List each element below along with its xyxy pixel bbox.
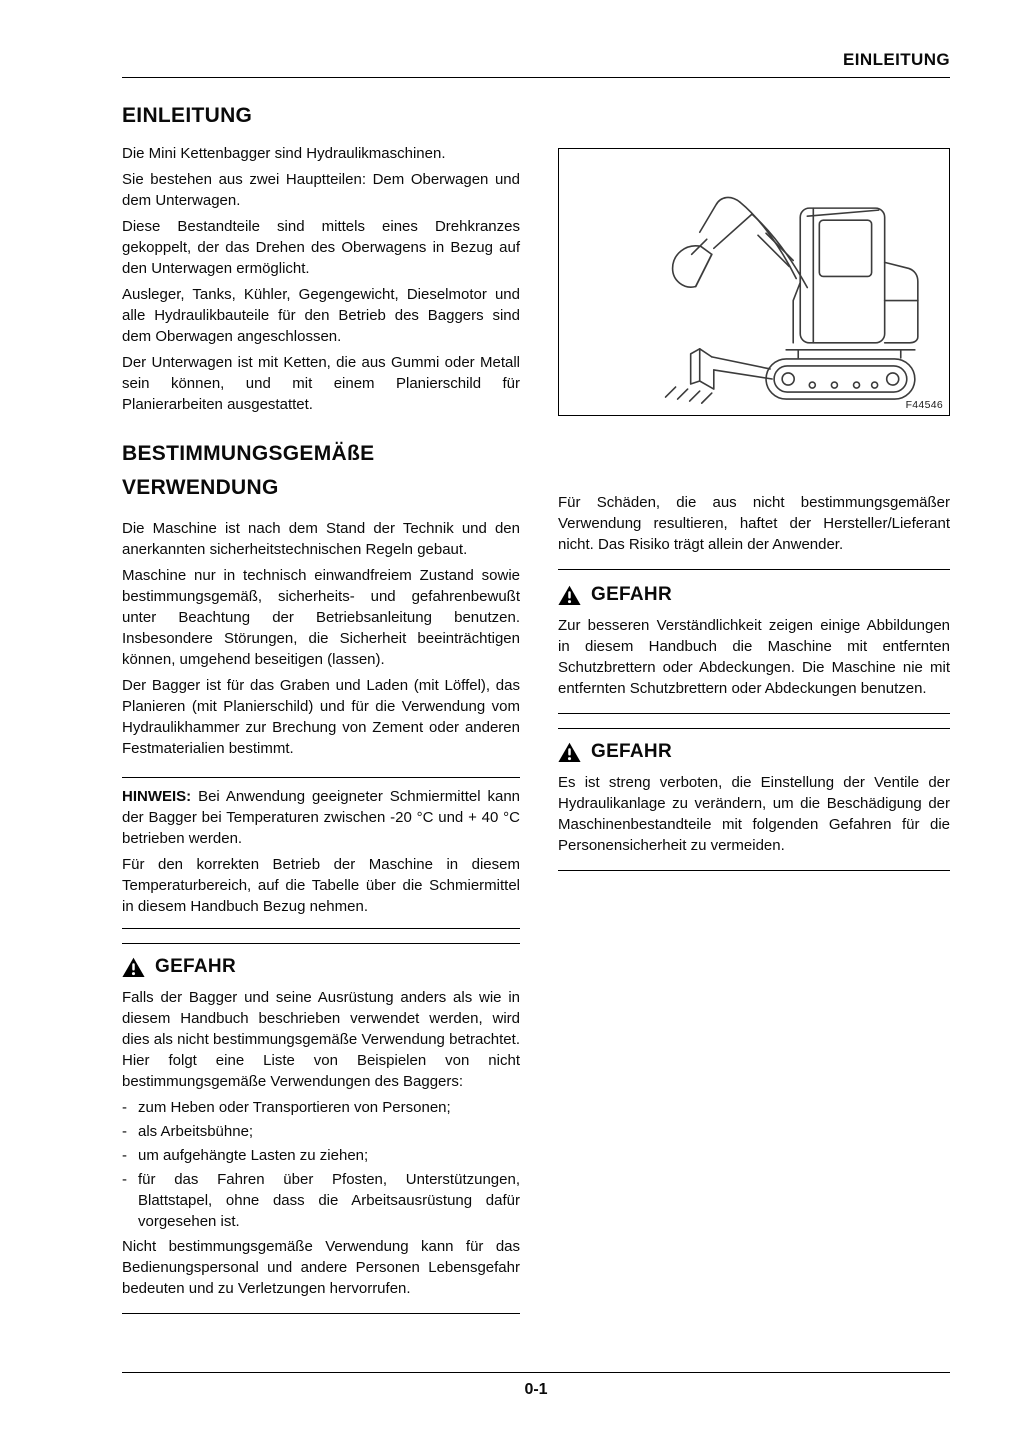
liability-bottom-rule <box>558 569 950 570</box>
right-column <box>558 104 950 1314</box>
intro-paragraph-1: Die Mini Kettenbagger sind Hydraulikmaschinen. <box>122 145 446 162</box>
page-number: 0-1 <box>524 1381 548 1398</box>
liability-paragraph: Für Schäden, die aus nicht bestimmungsgemäßer Verwendung resultieren, haftet der Hersteller/Lieferant nicht. Das Risiko trägt allein der Anwender. <box>558 494 950 553</box>
notice-paragraph: HINWEIS: Bei Anwendung geeigneter Schmiermittel kann der Bagger bei Temperaturen zwischen -20 °C und + 40 °C betrieben werden. <box>122 788 521 847</box>
usage-title-line-2: VERWENDUNG <box>122 476 279 499</box>
dash-marker: - <box>122 1171 127 1188</box>
warning-triangle-icon <box>122 957 145 978</box>
danger-title: GEFAHR <box>591 741 672 762</box>
danger-section-misuse <box>122 943 520 1314</box>
figure-box <box>558 148 950 416</box>
danger-covers-text: Zur besseren Verständlichkeit zeigen einige Abbildungen in diesem Handbuch die Maschine mit entfernten Schutzbrettern oder Abdeckungen. Die Maschine nie mit entfernten Schutzbrettern oder Abdeckungen benutzen. <box>558 617 950 697</box>
notice-paragraph-2: Für den korrekten Betrieb der Maschine in diesem Temperaturbereich, auf die Tabelle über die Schmiermittel in diesem Handbuch Bezug nehmen. <box>122 856 520 915</box>
list-item: - zum Heben oder Transportieren von Personen; <box>122 1099 451 1116</box>
usage-paragraph-2: Maschine nur in technisch einwandfreiem Zustand sowie bestimmungsgemäß, sicherheits- und gefahrenbewußt unter Beachtung der Betriebsanleitung benutzen. Insbesondere Störungen, die Sicherheit beeinträchtigen können, umgehend beseitigen (lassen). <box>122 567 520 668</box>
danger-section-covers <box>558 584 950 714</box>
danger-bottom-rule <box>558 870 950 871</box>
warning-triangle-icon <box>558 742 581 763</box>
intro-paragraph-2: Sie bestehen aus zwei Hauptteilen: Dem Oberwagen und dem Unterwagen. <box>122 171 520 209</box>
excavator-drawing <box>559 149 949 415</box>
running-header-title: EINLEITUNG <box>843 50 950 69</box>
danger-top-rule <box>558 728 950 729</box>
danger-valves-text: Es ist streng verboten, die Einstellung der Ventile der Hydraulikanlage zu verändern, um die Beschädigung der Maschinenbestandteile mit folgenden Gefahren für die Personensicherheit zu vermeiden. <box>558 774 950 854</box>
danger-title: GEFAHR <box>155 956 236 977</box>
warning-triangle-icon <box>558 585 581 606</box>
footer-rule <box>122 1372 950 1373</box>
list-item: - für das Fahren über Pfosten, Unterstützungen, Blattstapel, ohne dass die Arbeitsausrüstung dafür vorgesehen ist. <box>122 1171 520 1230</box>
header-rule <box>122 77 950 78</box>
dash-marker: - <box>122 1147 127 1164</box>
danger-bottom-rule <box>122 1313 520 1314</box>
danger-bottom-rule <box>558 713 950 714</box>
page-footer <box>122 1372 950 1399</box>
danger-misuse-intro: Falls der Bagger und seine Ausrüstung anders als wie in diesem Handbuch beschrieben verwendet werden, wird dies als nicht bestimmungsgemäße Verwendung betrachtet. Hier folgt eine Liste von Beispielen von nicht bestimmungsgemäße Verwendungen des Baggers: <box>122 989 520 1090</box>
danger-misuse-outro: Nicht bestimmungsgemäße Verwendung kann für das Bedienungspersonal und andere Personen Lebensgefahr bedeuten und zu Verletzungen hervorrufen. <box>122 1238 520 1297</box>
figure-label: F44546 <box>905 399 943 411</box>
notice-label: HINWEIS: <box>122 788 192 805</box>
intro-paragraph-4: Ausleger, Tanks, Kühler, Gegengewicht, Dieselmotor und alle Hydraulikbauteile für den Betrieb des Baggers sind dem Oberwagen angeschlossen. <box>122 286 520 345</box>
list-item: - um aufgehängte Lasten zu ziehen; <box>122 1147 369 1164</box>
danger-top-rule <box>122 943 520 944</box>
list-item: - als Arbeitsbühne; <box>122 1123 254 1140</box>
intro-paragraph-3: Diese Bestandteile sind mittels eines Drehkranzes gekoppelt, der das Drehen des Oberwagens in Bezug auf den Unterwagen ermöglicht. <box>122 218 520 277</box>
misuse-list <box>122 1097 520 1232</box>
intro-paragraph-5: Der Unterwagen ist mit Ketten, die aus Gummi oder Metall sein können, und mit einem Planierschild für Planierarbeiten ausgestattet. <box>122 354 520 413</box>
intro-title: EINLEITUNG <box>122 104 253 127</box>
usage-section-title <box>122 437 520 505</box>
usage-paragraph-3: Der Bagger ist für das Graben und Laden (mit Löffel), das Planieren (mit Planierschild) und für die Verwendung vom Hydraulikhammer zur Brechung von Zement oder anderen Festmaterialien bestimmt. <box>122 677 520 757</box>
dash-marker: - <box>122 1099 127 1116</box>
notice-block <box>122 777 520 929</box>
notice-bottom-rule <box>122 928 520 929</box>
danger-section-valves <box>558 728 950 871</box>
page-header <box>122 0 950 78</box>
danger-title: GEFAHR <box>591 584 672 605</box>
left-column <box>122 104 520 1314</box>
usage-paragraph-1: Die Maschine ist nach dem Stand der Technik und den anerkannten sicherheitstechnischen Regeln gebaut. <box>122 520 520 558</box>
usage-title-line-1: BESTIMMUNGSGEMÄßE <box>122 442 375 465</box>
dash-marker: - <box>122 1123 127 1140</box>
